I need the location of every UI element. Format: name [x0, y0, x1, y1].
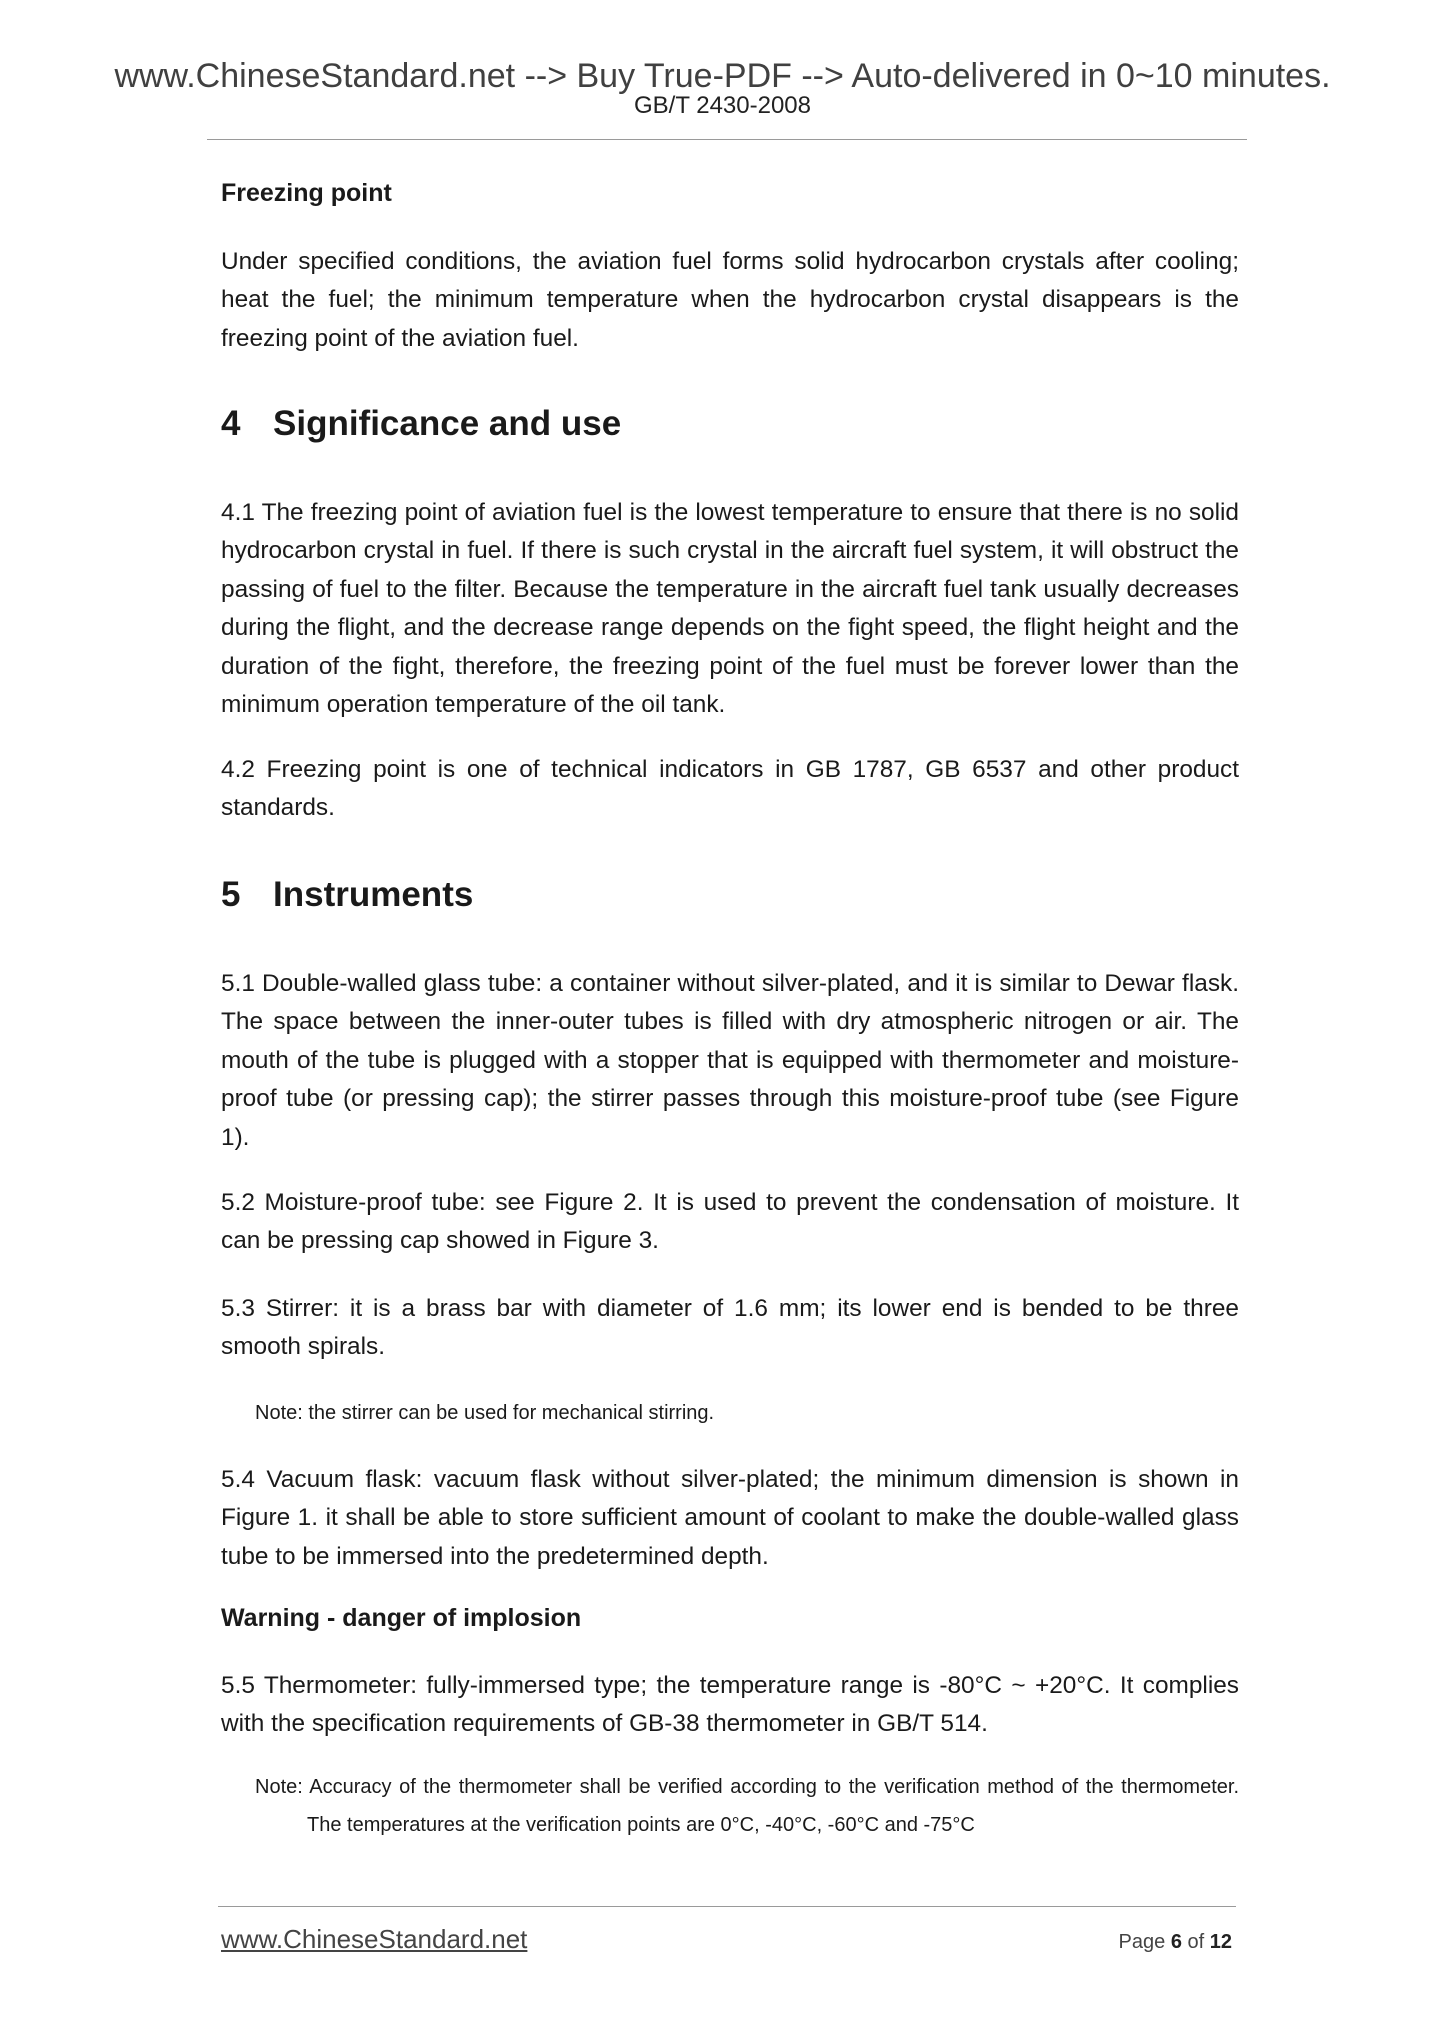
page-current: 6: [1170, 1931, 1182, 1953]
section-4-number: 4: [221, 404, 241, 443]
paragraph-5-2: 5.2 Moisture-proof tube: see Figure 2. It is used to prevent the condensation of moisture. It can be pressing cap showed in Figure 3.: [221, 1189, 1239, 1255]
header-divider: [207, 139, 1247, 140]
section-5-number: 5: [221, 875, 241, 914]
top-banner[interactable]: www.ChineseStandard.net --> Buy True-PDF --> Auto-delivered in 0~10 minutes.: [114, 57, 1331, 95]
note-5-3: Note: the stirrer can be used for mechanical stirring.: [255, 1402, 715, 1424]
page-number: [1119, 1930, 1232, 1954]
document-code: GB/T 2430-2008: [633, 92, 811, 119]
warning-heading: Warning - danger of implosion: [221, 1604, 582, 1632]
page-total: 12: [1209, 1931, 1232, 1953]
page-word: Page: [1118, 1931, 1166, 1953]
freezing-point-definition: Under specified conditions, the aviation fuel forms solid hydrocarbon crystals after cooling; heat the fuel; the minimum temperature when the hydrocarbon crystal disappears is the freezing point of the aviation fuel.: [221, 248, 1239, 352]
section-4-title: Significance and use: [273, 404, 622, 443]
paragraph-5-3: 5.3 Stirrer: it is a brass bar with diameter of 1.6 mm; its lower end is bended to be three smooth spirals.: [221, 1295, 1239, 1361]
footer-divider: [218, 1906, 1236, 1907]
note-5-5: Note: Accuracy of the thermometer shall be verified according to the verification method of the thermometer. The temperatures at the verification points are 0°C, -40°C, -60°C and -75°C: [255, 1776, 1239, 1836]
paragraph-5-4: 5.4 Vacuum flask: vacuum flask without silver-plated; the minimum dimension is shown in Figure 1. it shall be able to store sufficient amount of coolant to make the double-walled glass tube to be immersed into the predetermined depth.: [221, 1466, 1239, 1570]
section-5-heading: [221, 875, 473, 915]
section-5-title: Instruments: [273, 875, 474, 914]
paragraph-5-1: 5.1 Double-walled glass tube: a container without silver-plated, and it is similar to Dewar flask. The space between the inner-outer tubes is filled with dry atmospheric nitrogen or air. The mouth of the tube is plugged with a stopper that is equipped with thermometer and moisture-proof tube (or pressing cap); the stirrer passes through this moisture-proof tube (see Figure 1).: [221, 970, 1239, 1151]
paragraph-4-2: 4.2 Freezing point is one of technical indicators in GB 1787, GB 6537 and other product standards.: [221, 756, 1239, 822]
paragraph-4-1: 4.1 The freezing point of aviation fuel is the lowest temperature to ensure that there is no solid hydrocarbon crystal in fuel. If there is such crystal in the aircraft fuel system, it will obstruct the passing of fuel to the filter. Because the temperature in the aircraft fuel tank usually decreases during the flight, and the decrease range depends on the fight speed, the flight height and the duration of the fight, therefore, the freezing point of the fuel must be forever lower than the minimum operation temperature of the oil tank.: [221, 499, 1239, 719]
page-of: of: [1187, 1931, 1205, 1953]
freezing-point-heading: Freezing point: [221, 179, 392, 207]
footer-site-link[interactable]: www.ChineseStandard.net: [221, 1924, 528, 1954]
section-4-heading: [221, 404, 621, 444]
paragraph-5-5: 5.5 Thermometer: fully-immersed type; the temperature range is -80°C ~ +20°C. It complies with the specification requirements of GB-38 thermometer in GB/T 514.: [221, 1672, 1239, 1738]
